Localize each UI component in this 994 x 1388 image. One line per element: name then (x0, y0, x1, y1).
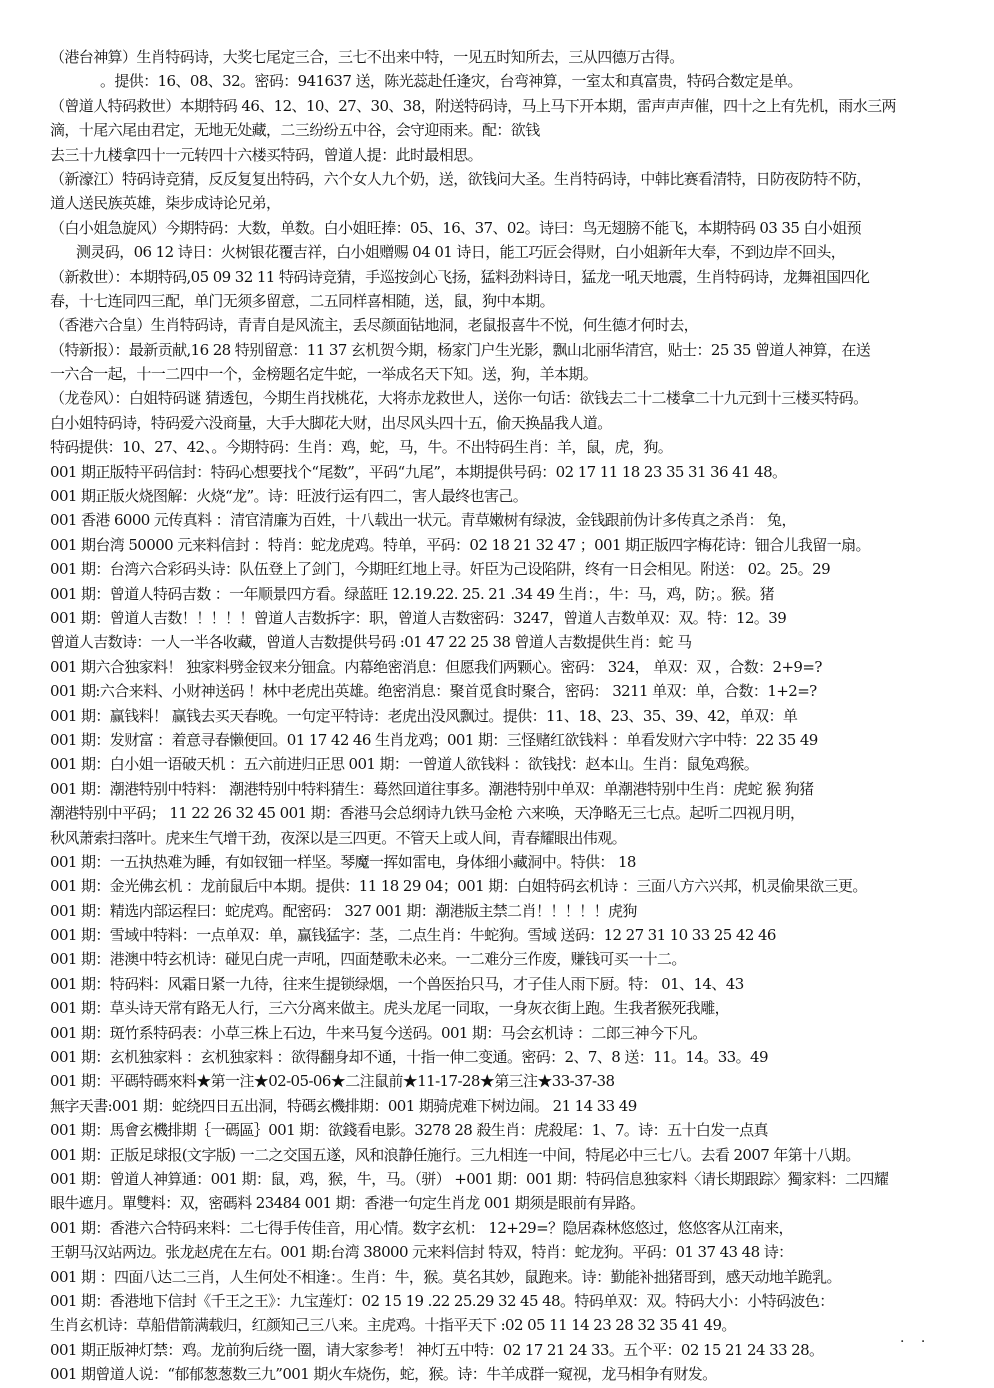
text-line: 001 期 ：四面八达二三肖，人生何处不相逢：。生肖：牛，猴。莫名其妙，鼠跑来。诗：勤能补拙猪哥到，感天动地羊跪乳。 (50, 1267, 841, 1286)
text-line: 001 期：一五执热难为睡，有如钗钿一样坚。琴魔一挥如雷电，身体细小藏洞中。特供： 18 (50, 852, 636, 871)
text-line: （新救世）：本期特码,05 09 32 11 特码诗竞猜，手巡按剑心飞扬，猛料劲料诗日，猛龙一吼天地震，生肖特码诗，龙舞祖国四化 (50, 267, 870, 286)
text-line: （曾道人特码救世）本期特码 46、12、10、27、30、38，附送特码诗，马上马下开本期，雷声声声催，四十之上有先机，雨水三两 (50, 96, 896, 115)
text-line: 一六合一起，十一二四中一个，金榜题名定牛蛇，一举成名天下知。送，狗，羊本期。 (50, 365, 598, 384)
text-line: （特新报）：最新贡献,16 28 特别留意：11 37 玄机贺今期，杨家门户生光影，飘山北丽华清宫，贴士：25 35 曾道人神算，在送 (50, 340, 871, 359)
text-line: 特码提供：10、27、42、。今期特码：生肖：鸡，蛇，马，牛。不出特码生肖：羊，鼠，虎，狗。 (50, 438, 673, 457)
text-line: 001 期：草头诗天常有路无人行，三六分离来做主。虎头龙尾一同取，一身灰衣街上跑。生我者猴死我雕， (50, 999, 730, 1018)
text-line: 001 期：台湾六合彩码头诗：队伍登上了剑门，今期旺红地上寻。奸臣为己设陷阱，终有一日会相见。附送： 02。25。29 (50, 560, 831, 579)
text-line: （港台神算）生肖特码诗，大奖七尾定三合，三七不出来中特，一见五时知所去，三从四德万古得。 (50, 48, 684, 66)
text-line: 001 期正版神灯禁：鸡。龙前狗后绕一圈，请大家参考！ 神灯五中特：02 17 21 24 33。五个平：02 15 21 24 33 28。 (50, 1340, 824, 1359)
text-line: 001 期曾道人说：“郁郁葱葱数三九”001 期火车烧伤，蛇，猴。诗：牛羊成群一窥视，龙马相争有财发。 (50, 1365, 717, 1384)
text-line: 001 期：发财富 ：着意寻春懒便回。01 17 42 46 生肖龙鸡；001 期：三怪赌红欲钱料 ：单看发财六字中特：22 35 49 (50, 730, 818, 749)
text-line: 曾道人吉数诗：一人一半各收藏，曾道人吉数提供号码 :01 47 22 25 38 曾道人吉数提供生肖：蛇 马 (50, 633, 692, 652)
text-line: 001 期正版火烧图解：火烧“龙”。诗：旺波行运有四二，害人最终也害己。 (50, 487, 528, 506)
text-line: 。提供：16、08、32。密码：941637 送，陈光蕊赴任逢灾，台弯神算，一室太和真富贵，特码合数定是单。 (100, 72, 802, 91)
text-line: 王朝马汉站两边。张龙赵虎在左右。001 期:台湾 38000 元来料信封 特双，特肖：蛇龙狗。平码：01 37 43 48 诗： (50, 1243, 793, 1262)
text-line: 秋风萧索扫落叶。虎来生气增干劲，夜深以是三四更。不管天上或人间，青春耀眼出伟观。 (50, 828, 627, 847)
text-line: 眼牛遮月。單雙料：双，密碼料 23484 001 期：香港一句定生肖龙 001 期须是眼前有异路。 (50, 1194, 645, 1213)
text-line: 001 期：曾道人特码吉数 ：一年顺景四方看。绿蓝旺 12.19.22. 25. 21 .34 49 生肖：，牛：马，鸡，防；。猴。猪 (50, 584, 775, 603)
text-line: 001 期：玄机独家料 ：玄机独家料 ：欲得翻身却不通，十指一伸二变通。密码：2、7、8 送：11。14。33。49 (50, 1048, 768, 1067)
text-line: 001 期：港澳中特玄机诗：碰见白虎一声吼，四面楚歌未必来。一二难分三作废，赚钱可买一十二。 (50, 950, 686, 969)
text-line: 無字天書:001 期：蛇绕四日五出洞，特碼玄機排期：001 期骑虎难下树边闹。 21 14 33 49 (50, 1096, 637, 1115)
text-line: 001 期正版特平码信封：特码心想要找个“尾数”，平码“九尾”，本期提供号码：02 17 11 18 23 35 31 36 41 48。 (50, 462, 787, 481)
text-line: 001 期：香港六合特码来料：二七得手传佳音，用心情。数字玄机： 12+29=？隐居森林悠悠过，悠悠客从江南来， (50, 1218, 793, 1237)
text-line: 生肖玄机诗：草船借箭满载归，红颜知己三八来。主虎鸡。十指平天下 :02 05 11 14 23 28 32 35 41 49。 (50, 1316, 736, 1335)
text-line: 001 期:六合来料、小财神送码 ！林中老虎出英雄。绝密消息：聚首觅食时聚合，密码： 3211 单双：单，合数：1+2=? (50, 682, 817, 701)
text-line: 001 期：香港地下信封《千王之王》：九宝莲灯：02 15 19 .22 25.29 32 45 48。特码单双：双。特码大小：小特码波色： (50, 1291, 834, 1310)
text-line: 道人送民族英雄，柒步成诗论兄弟， (50, 194, 281, 213)
text-line: （白小姐急旋风）今期特码：大数，单数。白小姐旺捧：05、16、37、02。诗曰：鸟无翅膀不能飞，本期特码 03 35 白小姐预 (50, 218, 862, 237)
text-line: 001 期：馬會玄機排期｛一碼區｝001 期：欲錢看电影。3278 28 殺生肖：虎殺尾：1、7。诗：五十白发一点真 (50, 1121, 768, 1140)
text-line: 001 期：白小姐一语破天机 ：五六前进归正思 001 期：一曾道人欲钱料 ：欲钱找：赵本山。生肖：鼠兔鸡猴。 (50, 755, 759, 774)
document-body (50, 45, 980, 1386)
text-line: 001 期：平碼特碼來料★第一注★02-05-06★二注鼠前★11-17-28★第三注★33-37-38 (50, 1072, 615, 1091)
text-line: 001 期：斑竹系特码表：小草三株上石边，牛来马复今送码。001 期：马会玄机诗 ：二郎三神今下凡。 (50, 1023, 707, 1042)
text-line: 001 期：曾道人吉数！！！！！曾道人吉数拆字：职，曾道人吉数密码：3247，曾道人吉数单双：双。特：12。39 (50, 608, 787, 627)
text-line: 001 期：潮港特别中特料： 潮港特别中特料猜生：蓦然回道往事多。潮港特别中单双：单潮港特别中生肖：虎蛇 猴 狗猪 (50, 779, 814, 798)
text-line: 001 期：雪域中特料：一点单双：单，赢钱猛字：茎，二点生肖：牛蛇狗。雪域 送码：12 27 31 10 33 25 42 46 (50, 926, 776, 945)
text-line: 001 期六合独家料！ 独家料劈金钗来分钿盒。内幕绝密消息：但愿我们两颗心。密码： 324， 单双：双 ，合数：2+9=? (50, 657, 822, 676)
text-line: 潮港特别中平码； 11 22 26 32 45 001 期：香港马会总纲诗九铁马金枪 六来唤，天净略无三七点。起听二四视月明， (50, 804, 805, 823)
text-line: 测灵码，06 12 诗日：火树银花覆吉祥，白小姐赠赐 04 01 诗日，能工巧匠会得财，白小姐新年大奉，不到边岸不回头， (76, 243, 846, 262)
text-line: 001 期：金光佛玄机 ：龙前鼠后中本期。提供：11 18 29 04；001 期：白姐特码玄机诗 ：三面八方六兴邦，机灵偷果欲三更。 (50, 877, 867, 896)
text-line: 白小姐特码诗，特码爱六没商量，大手大脚花大财，出尽风头四十五，偷天换晶我人道。 (50, 413, 612, 432)
text-line: （香港六合皇）生肖特码诗，青青自是风流主，丢尽颜面钻地洞，老鼠报喜牛不悦，何生德才何时去， (50, 316, 699, 335)
text-line: （新濠江）特码诗竞猜，反反复复出特码，六个女人九个奶，送，欲钱问大圣。生肖特码诗，中韩比赛看清特，日防夜防特不防， (50, 169, 871, 188)
text-line: 滴，十尾六尾由君定，无地无处藏，二三纷纷五中谷，会守迎雨来。配：欲钱 (50, 121, 540, 140)
text-line: 001 香港 6000 元传真料 ：清官清廉为百姓，十八载出一状元。青草嫩树有绿波，金钱跟前伪计多传真之杀肖： 兔， (50, 511, 796, 530)
text-line: 春，十七连同四三配，单门无须多留意，二五同样喜相随，送，鼠，狗中本期。 (50, 291, 555, 310)
stray-dots: · · (900, 1334, 932, 1350)
text-line: （龙卷风）：白姐特码谜 猜透包，今期生肖找桃花，大将赤龙救世人，送你一句话：欲钱去二十二楼拿二十九元到十三楼买特码。 (50, 389, 868, 408)
text-line: 去三十九楼拿四十一元转四十六楼买特码，曾道人提：此时最相思。 (50, 145, 483, 164)
text-line: 001 期：曾道人神算通：001 期：鼠，鸡，猴，牛，马。（骈） +001 期：001 期：特码信息独家料〈请长期跟踪〉獨家料：二四耀 (50, 1169, 889, 1188)
text-line: 001 期台湾 50000 元来料信封 ：特肖：蛇龙虎鸡。特单，平码：02 18 21 32 47 ；001 期正版四字梅花诗：钿合儿我留一扇。 (50, 535, 870, 554)
text-line: 001 期：精选内部运程曰：蛇虎鸡。配密码： 327 001 期：潮港版主禁二肖！！！！！虎狗 (50, 901, 637, 920)
text-line: 001 期：特码料：风霜日紧一九待，往来生提锁绿烟，一个兽医抬只马，才子佳人雨下厨。特： 01、14、43 (50, 974, 744, 993)
text-line: 001 期：正版足球报(文字版) 一二之交国五遂，风和浪静任施行。三九相连一中间，特尾必中三七八。去看 2007 年第十八期。 (50, 1145, 860, 1164)
text-line: 001 期：赢钱料！ 赢钱去买天春晚。一句定平特诗：老虎出没风飘过。提供：11、18、23、35、39、42，单双：单 (50, 706, 798, 725)
